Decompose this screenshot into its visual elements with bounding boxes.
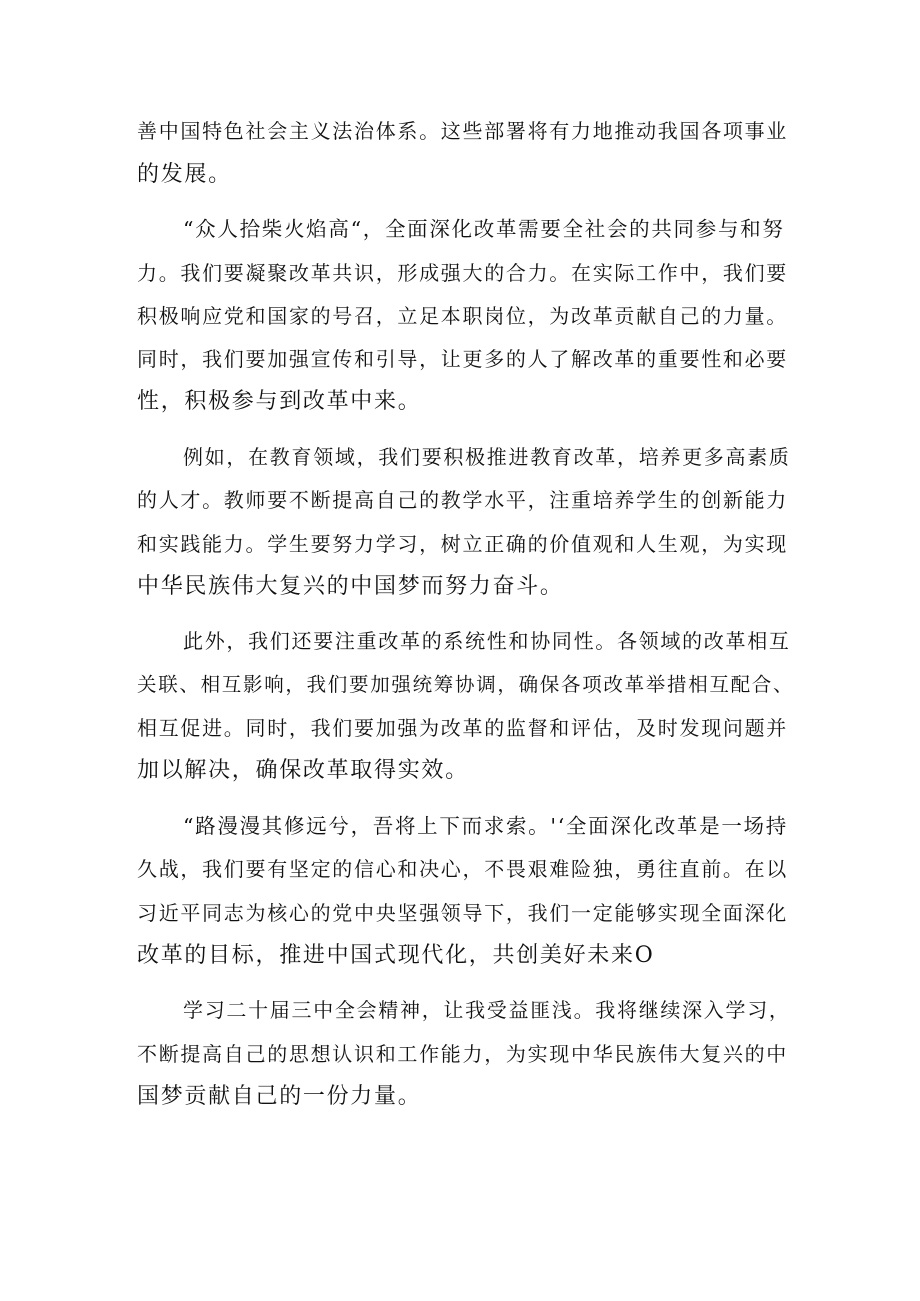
paragraph-4-line-2: 关联、相互影响，我们要加强统筹协调，确保各项改革举措相互配合、 — [137, 673, 795, 696]
paragraph-5-line-2: 久战，我们要有坚定的信心和决心，不畏艰难险独，勇往直前。在以 — [137, 857, 788, 881]
paragraph-5-line-3: 习近平同志为核心的党中央坚强领导下，我们一定能够实现全面深化 — [137, 901, 788, 925]
paragraph-6-line-2: 不断提高自己的思想认识和工作能力，为实现中华民族伟大复兴的中 — [137, 1042, 788, 1066]
paragraph-5-line-4: 改革的目标，推进中国式现代化，共创美好未来O — [137, 943, 655, 968]
paragraph-4-line-3: 相互促进。同时，我们要加强为改革的监督和评估，及时发现问题并 — [137, 716, 788, 740]
paragraph-3-line-3: 和实践能力。学生要努力学习，树立正确的价值观和人生观，为实现 — [137, 532, 788, 556]
paragraph-6-line-1: 学习二十届三中全会精神，让我受益匪浅。我将继续深入学习， — [183, 998, 791, 1022]
paragraph-3-line-2: 的人才。教师要不断提高自己的教学水平，注重培养学生的创新能力 — [137, 488, 788, 512]
paragraph-6-line-3: 国梦贡献自己的一份力量。 — [137, 1084, 422, 1109]
paragraph-2-line-3: 积极响应党和国家的号召，立足本职岗位，为改革贡献自己的力量。 — [137, 304, 788, 328]
paragraph-2-line-1: “众人拾柴火焰高“，全面深化改革需要全社会的共同参与和努 — [183, 217, 785, 241]
paragraph-1-line-2: 的发展。 — [137, 162, 232, 187]
paragraph-1-line-1: 善中国特色社会主义法治体系。这些部署将有力地推动我国各项事业 — [137, 119, 788, 143]
paragraph-4-line-4: 加以解决，确保改革取得实效。 — [137, 758, 469, 783]
paragraph-4-line-1: 此外，我们还要注重改革的系统性和协同性。各领域的改革相互 — [183, 629, 791, 653]
paragraph-5-line-1: “路漫漫其修远兮，吾将上下而求索。'‘全面深化改革是一场持 — [183, 814, 788, 838]
paragraph-3-line-1: 例如，在教育领域，我们要积极推进教育改革，培养更多高素质 — [183, 445, 791, 469]
paragraph-2-line-4: 同时，我们要加强宣传和引导，让更多的人了解改革的重要性和必要 — [137, 347, 788, 371]
paragraph-2-line-5: 性，积极参与到改革中来。 — [137, 389, 422, 414]
paragraph-3-line-4: 中华民族伟大复兴的中国梦而努力奋斗。 — [137, 574, 564, 599]
paragraph-2-line-2: 力。我们要凝聚改革共识，形成强大的合力。在实际工作中，我们要 — [137, 261, 788, 285]
